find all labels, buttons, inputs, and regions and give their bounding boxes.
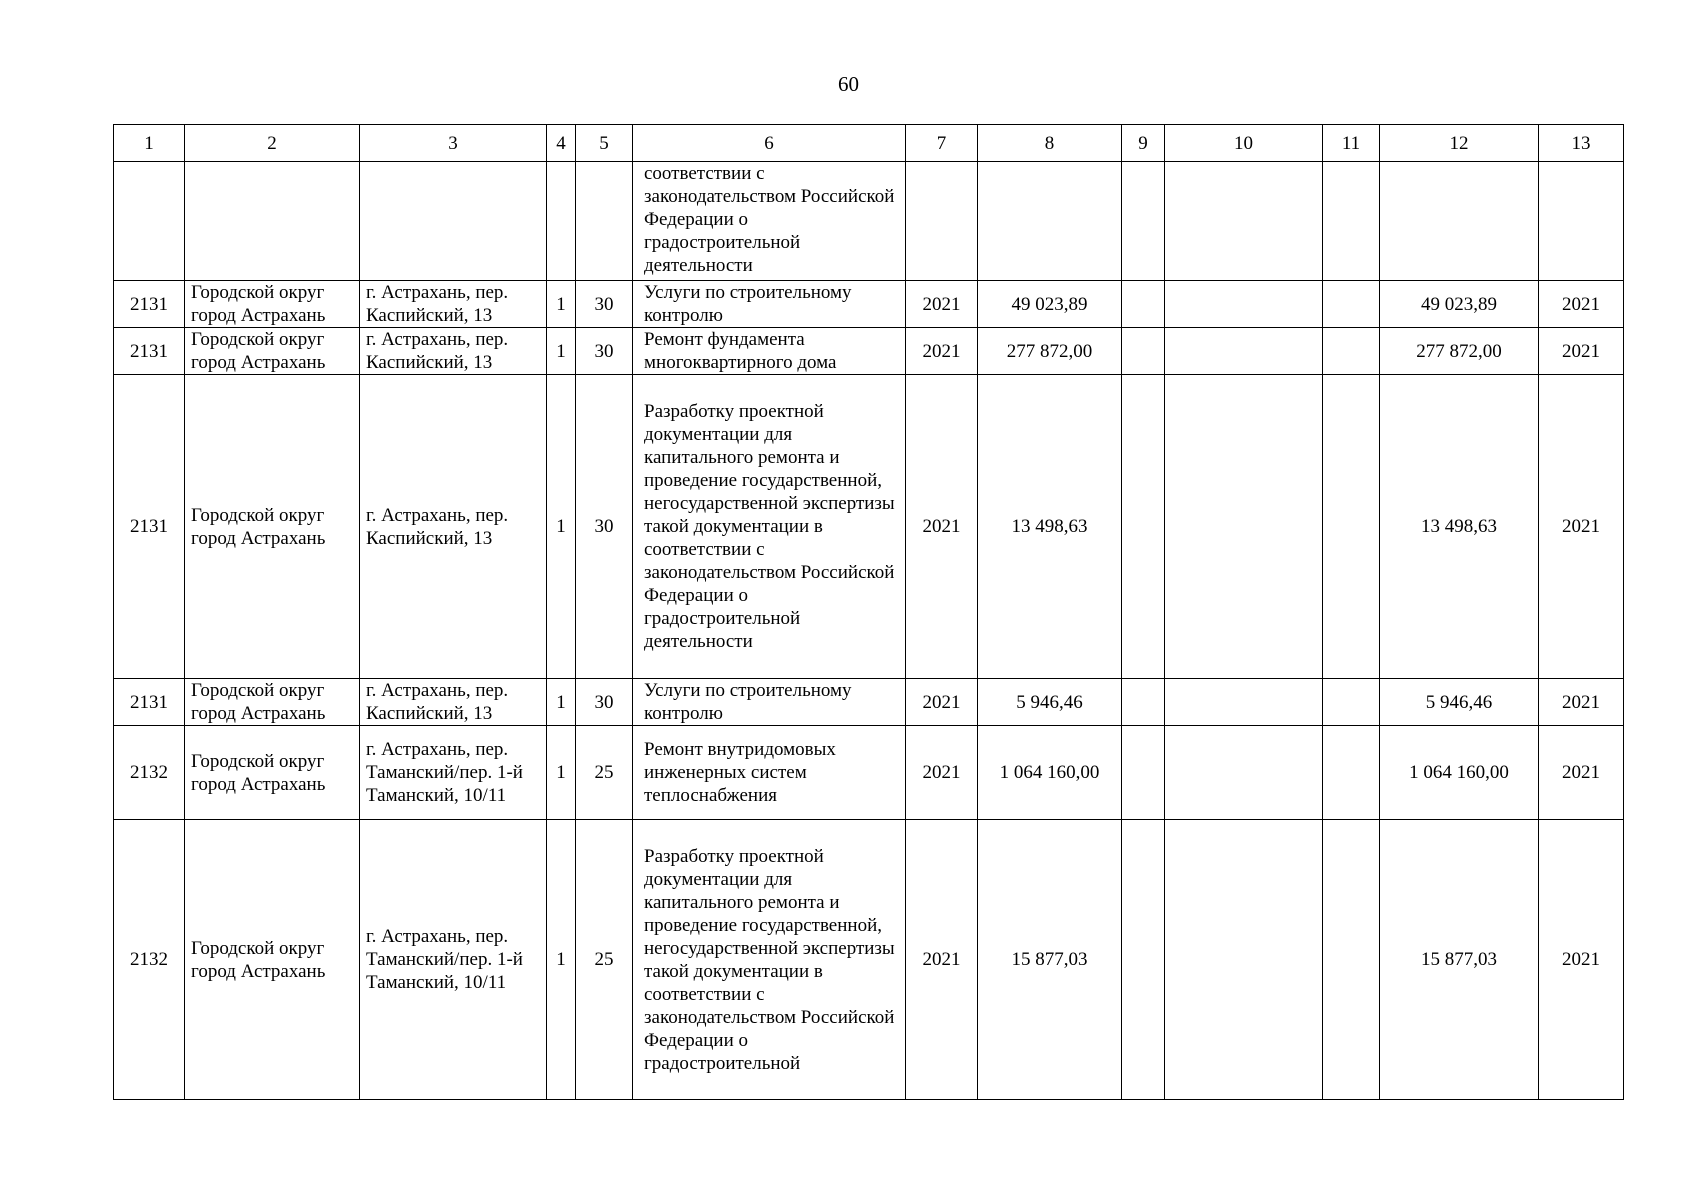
page-number: 60 (838, 72, 859, 96)
address: г. Астрахань, пер. Каспийский, 13 (360, 679, 547, 726)
empty-cell (1380, 162, 1539, 281)
table-row (114, 281, 1624, 328)
work-description: Услуги по строительному контролю (633, 679, 906, 726)
column-header: 6 (633, 125, 906, 162)
column-header: 1 (114, 125, 185, 162)
empty-cell (576, 162, 633, 281)
year: 2021 (906, 679, 978, 726)
col-9-value (1122, 328, 1165, 375)
col-10-value (1165, 375, 1323, 679)
municipality: Городской округ город Астрахань (185, 820, 360, 1100)
work-description: Услуги по строительному контролю (633, 281, 906, 328)
cost-total: 5 946,46 (1380, 679, 1539, 726)
registry-number: 2132 (114, 820, 185, 1100)
col-4-value: 1 (547, 679, 576, 726)
work-description: Разработку проектной документации для капитального ремонта и проведение государственной, негосударственной экспертизы такой документации в соответствии с законодательством Российской Федерации о градостроительной (633, 820, 906, 1100)
col-5-value: 30 (576, 679, 633, 726)
cost: 13 498,63 (978, 375, 1122, 679)
column-header: 4 (547, 125, 576, 162)
col-9-value (1122, 375, 1165, 679)
address: г. Астрахань, пер. Таманский/пер. 1-й Таманский, 10/11 (360, 726, 547, 820)
table-row (114, 375, 1624, 679)
municipality: Городской округ город Астрахань (185, 679, 360, 726)
cost-total: 15 877,03 (1380, 820, 1539, 1100)
column-header: 5 (576, 125, 633, 162)
year: 2021 (906, 726, 978, 820)
municipality: Городской округ город Астрахань (185, 281, 360, 328)
col-9-value (1122, 820, 1165, 1100)
column-header: 3 (360, 125, 547, 162)
col-11-value (1323, 328, 1380, 375)
col-10-value (1165, 328, 1323, 375)
column-header: 7 (906, 125, 978, 162)
completion-year: 2021 (1539, 328, 1624, 375)
cost: 1 064 160,00 (978, 726, 1122, 820)
municipality: Городской округ город Астрахань (185, 375, 360, 679)
empty-cell (114, 162, 185, 281)
column-header: 13 (1539, 125, 1624, 162)
col-11-value (1323, 820, 1380, 1100)
col-4-value: 1 (547, 328, 576, 375)
col-5-value: 30 (576, 328, 633, 375)
registry-number: 2132 (114, 726, 185, 820)
address: г. Астрахань, пер. Каспийский, 13 (360, 375, 547, 679)
table-row (114, 679, 1624, 726)
address: г. Астрахань, пер. Каспийский, 13 (360, 328, 547, 375)
col-4-value: 1 (547, 281, 576, 328)
year: 2021 (906, 328, 978, 375)
year: 2021 (906, 820, 978, 1100)
cost-total: 277 872,00 (1380, 328, 1539, 375)
table-header (114, 125, 1624, 162)
col-9-value (1122, 281, 1165, 328)
col-5-value: 25 (576, 820, 633, 1100)
table-row (114, 726, 1624, 820)
column-header: 9 (1122, 125, 1165, 162)
table-body (114, 162, 1624, 1100)
capital-repair-table (113, 124, 1624, 1100)
completion-year: 2021 (1539, 679, 1624, 726)
col-10-value (1165, 679, 1323, 726)
year: 2021 (906, 375, 978, 679)
address: г. Астрахань, пер. Таманский/пер. 1-й Таманский, 10/11 (360, 820, 547, 1100)
cost: 5 946,46 (978, 679, 1122, 726)
column-header: 11 (1323, 125, 1380, 162)
col-11-value (1323, 375, 1380, 679)
continuation-row (114, 162, 1624, 281)
registry-number: 2131 (114, 281, 185, 328)
cost-total: 49 023,89 (1380, 281, 1539, 328)
work-description: Ремонт внутридомовых инженерных систем теплоснабжения (633, 726, 906, 820)
column-header: 8 (978, 125, 1122, 162)
cost: 49 023,89 (978, 281, 1122, 328)
col-5-value: 30 (576, 375, 633, 679)
col-5-value: 30 (576, 281, 633, 328)
column-header: 12 (1380, 125, 1539, 162)
completion-year: 2021 (1539, 726, 1624, 820)
work-description: Ремонт фундамента многоквартирного дома (633, 328, 906, 375)
column-header: 10 (1165, 125, 1323, 162)
empty-cell (1539, 162, 1624, 281)
empty-cell (547, 162, 576, 281)
col-5-value: 25 (576, 726, 633, 820)
work-description: соответствии с законодательством Российской Федерации о градостроительной деятельности (633, 162, 906, 281)
col-4-value: 1 (547, 820, 576, 1100)
col-9-value (1122, 679, 1165, 726)
municipality: Городской округ город Астрахань (185, 328, 360, 375)
cost: 277 872,00 (978, 328, 1122, 375)
header-row (114, 125, 1624, 162)
municipality: Городской округ город Астрахань (185, 726, 360, 820)
col-11-value (1323, 726, 1380, 820)
table-row (114, 328, 1624, 375)
year: 2021 (906, 281, 978, 328)
col-10-value (1165, 281, 1323, 328)
registry-number: 2131 (114, 375, 185, 679)
col-9-value (1122, 726, 1165, 820)
col-11-value (1323, 679, 1380, 726)
cost: 15 877,03 (978, 820, 1122, 1100)
empty-cell (1165, 162, 1323, 281)
completion-year: 2021 (1539, 281, 1624, 328)
table-row (114, 820, 1624, 1100)
completion-year: 2021 (1539, 820, 1624, 1100)
completion-year: 2021 (1539, 375, 1624, 679)
empty-cell (1323, 162, 1380, 281)
address: г. Астрахань, пер. Каспийский, 13 (360, 281, 547, 328)
col-10-value (1165, 726, 1323, 820)
col-4-value: 1 (547, 726, 576, 820)
cost-total: 1 064 160,00 (1380, 726, 1539, 820)
col-10-value (1165, 820, 1323, 1100)
column-header: 2 (185, 125, 360, 162)
empty-cell (906, 162, 978, 281)
registry-number: 2131 (114, 679, 185, 726)
empty-cell (185, 162, 360, 281)
empty-cell (1122, 162, 1165, 281)
work-description: Разработку проектной документации для капитального ремонта и проведение государственной, негосударственной экспертизы такой документации в соответствии с законодательством Российской Федерации о градостроительной деятельности (633, 375, 906, 679)
registry-number: 2131 (114, 328, 185, 375)
cost-total: 13 498,63 (1380, 375, 1539, 679)
col-11-value (1323, 281, 1380, 328)
empty-cell (360, 162, 547, 281)
col-4-value: 1 (547, 375, 576, 679)
empty-cell (978, 162, 1122, 281)
